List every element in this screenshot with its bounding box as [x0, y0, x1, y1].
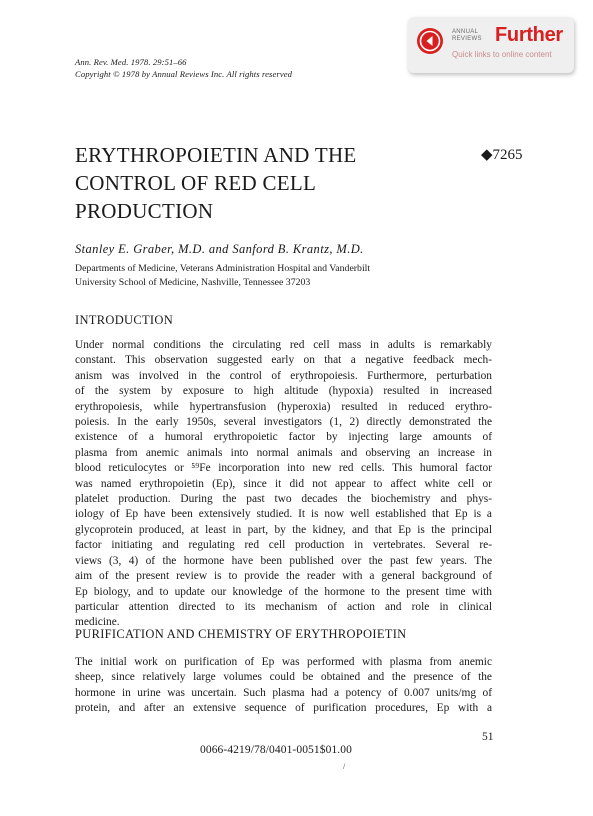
- introduction-paragraph: [75, 338, 492, 631]
- text-line: iology of Ep have been extensively studied. It is now well established that Ep is a: [75, 508, 492, 521]
- further-brand: Further: [495, 24, 563, 46]
- text-line: The initial work on purification of Ep was performed with plasma from anemic: [75, 656, 492, 668]
- text-line: platelet production. During the past two decades the biochemistry and phys-: [75, 493, 492, 506]
- stray-mark: /: [343, 762, 346, 771]
- text-line: existence of a humoral erythropoietic factor by injecting large amounts of: [75, 431, 492, 444]
- text-line: protein, and after an extensive sequence of purification procedures, Ep with a: [75, 702, 492, 715]
- journal-citation: [75, 57, 292, 80]
- title-line-1: ERYTHROPOIETIN AND THE: [75, 143, 357, 167]
- text-line: sheep, since relatively large volumes could be obtained and the presence of the: [75, 671, 492, 684]
- text-line: was named erythropoietin (Ep), since it did not appear to affect white cell or: [75, 477, 492, 490]
- title-line-2: CONTROL OF RED CELL: [75, 171, 317, 195]
- text-line: of the system by exposure to high altitude (hypoxia) resulted in increased: [75, 385, 492, 398]
- section-heading-introduction: INTRODUCTION: [75, 313, 174, 327]
- text-line: plasma from anemic animals into normal animals and observing an increase in: [75, 446, 492, 459]
- arrow-circle-icon: [416, 27, 444, 55]
- text-line: views (3, 4) of the hormone have been published over the past few years. The: [75, 554, 492, 567]
- page-number: 51: [482, 731, 494, 743]
- text-line: erythropoiesis, while hypertransfusion (hyperoxia) resulted in reduced erythro-: [75, 400, 492, 413]
- text-line: blood reticulocytes or ⁵⁹Fe incorporation into new red cells. This humoral factor: [75, 462, 492, 475]
- text-line: glycoprotein produced, at least in part, by the kidney, and that Ep is the principal: [75, 523, 492, 536]
- affiliation-line-2: University School of Medicine, Nashville, Tennessee 37203: [75, 277, 311, 288]
- article-code: 0066-4219/78/0401-0051$01.00: [200, 744, 352, 756]
- annual-reviews-wordmark: ANNUAL REVIEWS: [452, 29, 482, 42]
- text-line: constant. This observation suggested early on that a negative feedback mech-: [75, 354, 492, 367]
- banner-tagline: Quick links to online content: [452, 50, 552, 59]
- article-id: ◆7265: [481, 147, 523, 163]
- text-line: aim of the present review is to provide the reader with a general background of: [75, 570, 492, 583]
- text-line: Under normal conditions the circulating red cell mass in adults is remarkably: [75, 339, 492, 351]
- section-heading-purification: PURIFICATION AND CHEMISTRY OF ERYTHROPOIETIN: [75, 627, 407, 641]
- affiliation-line-1: Departments of Medicine, Veterans Administration Hospital and Vanderbilt: [75, 263, 371, 274]
- affiliation: [75, 262, 370, 290]
- text-line: medicine.: [75, 616, 120, 629]
- text-line: poiesis. In the early 1950s, several investigators (1, 2) directly demonstrated the: [75, 416, 492, 429]
- text-line: anism was involved in the control of erythropoiesis. Furthermore, perturbation: [75, 369, 492, 382]
- purification-paragraph: [75, 655, 492, 717]
- text-line: Ep biology, and to update our knowledge of the hormone to the present time with: [75, 585, 492, 598]
- text-line: factor initiating and regulating red cell production in vertebrates. Several re-: [75, 539, 492, 552]
- authors: Stanley E. Graber, M.D. and Sanford B. Krantz, M.D.: [75, 242, 364, 256]
- text-line: particular attention directed to its mechanism of action and role in clinical: [75, 600, 492, 613]
- title-line-3: PRODUCTION: [75, 199, 214, 223]
- citation-line-2: Copyright © 1978 by Annual Reviews Inc. All rights reserved: [75, 68, 293, 79]
- citation-line-1: Ann. Rev. Med. 1978. 29:51–66: [75, 57, 187, 67]
- article-title: [75, 141, 357, 225]
- text-line: hormone in urine was uncertain. Such plasma had a potency of 0.007 units/mg of: [75, 686, 492, 699]
- further-banner[interactable]: [408, 17, 574, 73]
